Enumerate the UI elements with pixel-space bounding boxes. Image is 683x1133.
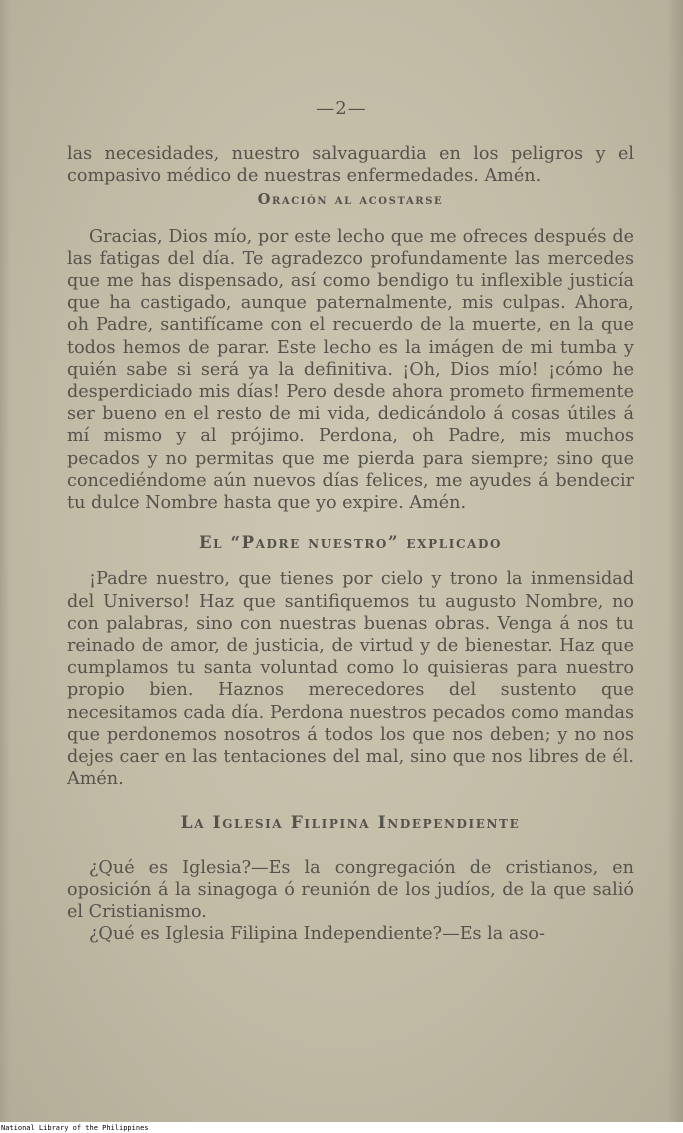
section-heading-oracion: Oración al acostarse [257, 191, 444, 209]
catechism-block [67, 857, 634, 946]
catechism-question-2: ¿Qué es Iglesia Filipina Independiente?—Es la aso- [89, 924, 545, 945]
padre-nuestro-paragraph: ¡Padre nuestro, que tienes por cielo y trono la inmensidad del Universo! Haz que santifiquemos tu augusto Nombre, no con palabras, sino con nuestras buenas obras. Venga á nos tu reinado de amor, de justicia, de virtud y de bienestar. Haz que cumplamos tu santa voluntad como lo quisieras para nuestro propio bien. Haznos merecedores del sustento que necesitamos cada día. Perdona nuestros pecados como mandas que perdonemos nosotros á todos los que nos deben; y no nos dejes caer en las tentaciones del mal, sino que nos libres de él. Amén. [67, 569, 634, 790]
section-heading-padre-nuestro: El “Padre nuestro” explicado [198, 533, 503, 553]
oracion-paragraph: Gracias, Dios mío, por este lecho que me ofreces después de las fatigas del día. Te agradezco profundamente las mercedes que me has dispensado, así como bendigo tu inflexible justicía que ha castigado, aunque paternalmente, mis culpas. Ahora, oh Padre, santifícame con el recuerdo de la muerte, en la que todos hemos de parar. Este lecho es la imágen de mi tumba y quién sabe si será ya la definitiva. ¡Oh, Dios mío! ¡cómo he desperdiciado mis días! Pero desde ahora prometo firmemente ser bueno en el resto de mi vida, dedicándolo á cosas útiles á mí mismo y al prójimo. Perdona, oh Padre, mis muchos pecados y no permitas que me pierda para siempre; sino que concediéndome aún nuevos días felices, me ayudes á bendecir tu dulce Nombre hasta que yo expire. Amén. [67, 226, 634, 514]
section-heading-iglesia: La Iglesia Filipina Independiente [180, 813, 521, 834]
footer-credit: National Library of the Philippines [1, 1124, 149, 1132]
page-content [67, 143, 634, 946]
catechism-question-1: ¿Qué es Iglesia?—Es la congregación de cristianos, en oposición á la sinagoga ó reunión de los judíos, de la que salió el Cristianismo. [67, 857, 634, 923]
prayer-continuation-paragraph: las necesidades, nuestro salvaguardia en los peligros y el compasivo médico de nuestras enfermedades. Amén. [67, 144, 634, 187]
page-right-edge-shadow [667, 0, 683, 1122]
page-left-edge-shadow [0, 0, 10, 1122]
page-number: —2— [316, 98, 367, 119]
